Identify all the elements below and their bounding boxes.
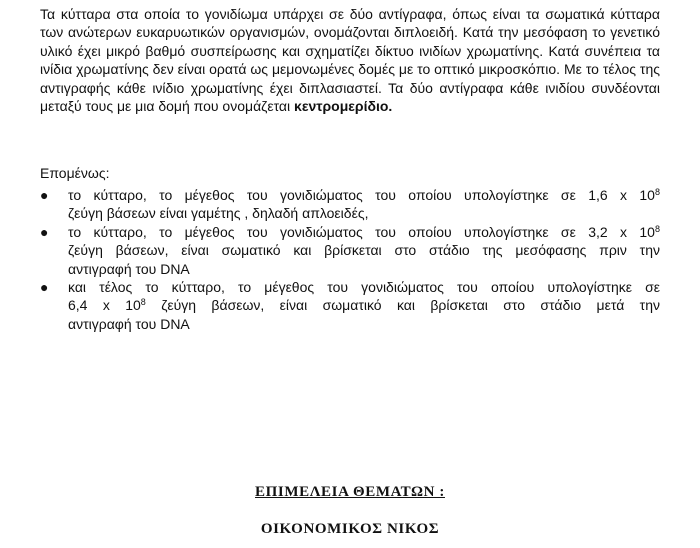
body-paragraph bbox=[40, 5, 660, 115]
exponent: 8 bbox=[140, 297, 146, 308]
list-item-line: ζεύγη βάσεων, είναι σωματικό και βρίσκεται στο στάδιο της μεσόφασης πριν την bbox=[68, 242, 660, 259]
list-item-text: το κύτταρο, το μέγεθος του γονιδιώματος του οποίου υπολογίστηκε σε 1,6 x 10 bbox=[68, 187, 655, 203]
list-intro: Επομένως: bbox=[40, 165, 110, 181]
list-item bbox=[40, 186, 660, 223]
list-item-line bbox=[68, 296, 660, 314]
bullet-icon: ● bbox=[40, 279, 49, 296]
bullet-icon: ● bbox=[40, 223, 49, 240]
list-item-text: ζεύγη βάσεων, είναι σωματικό και βρίσκεται στο στάδιο μετά την bbox=[145, 297, 660, 314]
list-item-line: και τέλος το κύτταρο, το μέγεθος του γονιδιώματος του οποίου υπολογίστηκε σε bbox=[68, 279, 660, 296]
footer-title: ΕΠΙΜΕΛΕΙΑ ΘΕΜΑΤΩΝ : bbox=[255, 484, 445, 500]
author-name: ΟΙΚΟΝΟΜΙΚΟΣ ΝΙΚΟΣ bbox=[260, 521, 440, 537]
list-item bbox=[40, 278, 660, 333]
list-item-line bbox=[68, 186, 660, 204]
list-item-line bbox=[68, 223, 660, 241]
exponent: 8 bbox=[654, 223, 660, 234]
bullet-list bbox=[40, 186, 660, 333]
list-item-line: ζεύγη βάσεων είναι γαμέτης , δηλαδή απλοειδές, bbox=[68, 205, 369, 222]
bold-term: κεντρομερίδιο. bbox=[294, 98, 393, 115]
bullet-icon: ● bbox=[40, 187, 49, 203]
list-item-line: αντιγραφή του DNA bbox=[68, 260, 190, 277]
paragraph-text: Τα κύτταρα στα οποία το γονιδίωμα υπάρχει σε δύο αντίγραφα, όπως είναι τα σωματικά κύτταρα των ανώτερων ευκαρυωτικών οργανισμών, ονομάζονται διπλοειδή. Κατά την μεσόφαση το γενετικό υλικό έχει μικρό βαθμό συσπείρωσης και σχηματίζει δίκτυο ινιδίων χρωματίνης. Κατά συνέπεια τα ινίδια χρωματίνης δεν είναι ορατά ως μεμονωμένες δομές με το οπτικό μικροσκόπιο. Με το τέλος της αντιγραφής κάθε ινίδιο χρωματίνης έχει διπλασιαστεί. Τα δύο αντίγραφα κάθε ινιδίου συνδέονται μεταξύ τους με μια δομή που ονομάζεται bbox=[40, 6, 660, 115]
exponent: 8 bbox=[654, 187, 660, 197]
list-item-line: αντιγραφή του DNA bbox=[68, 315, 190, 332]
list-item bbox=[40, 223, 660, 278]
list-item-text: 6,4 x 10 bbox=[68, 297, 141, 314]
list-item-text: το κύτταρο, το μέγεθος του γονιδιώματος του οποίου υπολογίστηκε σε 3,2 x 10 bbox=[68, 223, 655, 240]
